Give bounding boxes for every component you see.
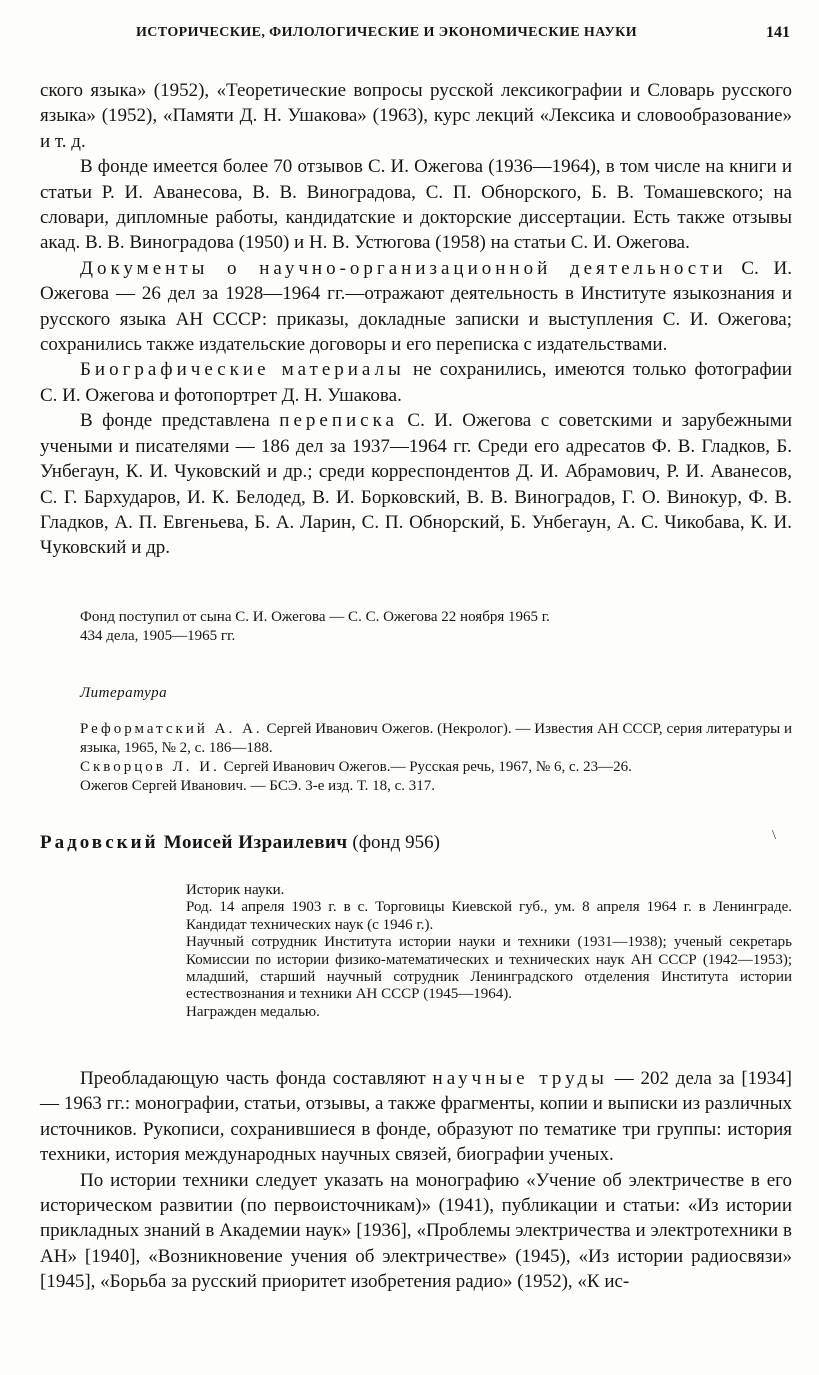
paragraph-text: Преобладающую часть фонда составляют [80, 1068, 433, 1089]
spaced-heading-correspondence: переписка [279, 410, 398, 432]
literature-item: Ожегов Сергей Иванович. — БСЭ. 3-е изд. Т. 18, с. 317. [80, 778, 436, 794]
fond-received-note: Фонд поступил от сына С. И. Ожегова — С. С. Ожегова 22 ноября 1965 г. [80, 609, 550, 625]
spaced-heading-biographical: Биографические материалы [80, 359, 405, 381]
surname-spaced: Радовский [40, 832, 159, 853]
page-header [40, 25, 792, 49]
fond-number: (фонд 956) [347, 832, 440, 853]
given-names: Моисей Израилевич [158, 832, 348, 853]
margin-mark: \ [772, 828, 776, 843]
literature-section [80, 685, 792, 796]
paragraph-text: В фонде представлена [80, 410, 280, 432]
biography-block [186, 882, 792, 1021]
paragraph-biographical [40, 357, 792, 408]
paragraph-organizational-documents [40, 256, 792, 358]
paragraph-scientific-works [40, 1066, 792, 1168]
literature-text: Сергей Иванович Ожегов. (Некролог). — Известия АН СССР, серия литературы и языка, 1965, № 2, с. 186—188. [80, 721, 792, 756]
paragraph-text: С. И. Ожегова — 26 дел за 1928—1964 гг.—отражают деятельность в Институте языкознания и русского языка АН СССР: приказы, докладные записки и выступления С. И. Ожегова; сохранились также издательские договоры и его переписка с издательствами. [40, 257, 792, 356]
paragraph-reviews: В фонде имеется более 70 отзывов С. И. Ожегова (1936—1964), в том числе на книги и статьи Р. И. Аванесова, В. В. Виноградова, С. П. Обнорского, Б. В. Томашевского; на словари, дипломные работы, кандидатские и докторские диссертации. Есть также отзывы акад. В. В. Виноградова (1950) и Н. В. Устюгова (1958) на статьи С. И. Ожегова. [40, 156, 792, 254]
fond-size-note: 434 дела, 1905—1965 гг. [80, 628, 236, 644]
paragraph-correspondence [40, 408, 792, 560]
ozhegov-section [40, 78, 792, 561]
paragraph-text: не сохранились, имеются только фотографии С. И. Ожегова и фотопортрет Д. Н. Ушакова. [40, 359, 792, 406]
fond-note [80, 608, 792, 646]
literature-author: Реформатский А. А. [80, 721, 263, 737]
radovsky-section [40, 1066, 792, 1295]
literature-heading: Литература [80, 685, 168, 701]
literature-text: Сергей Иванович Ожегов.— Русская речь, 1967, № 6, с. 23—26. [219, 759, 632, 775]
spaced-heading-works: научные труды [432, 1068, 608, 1089]
literature-item [80, 758, 792, 777]
running-title: ИСТОРИЧЕСКИЕ, ФИЛОЛОГИЧЕСКИЕ И ЭКОНОМИЧЕСКИЕ НАУКИ [136, 25, 637, 40]
section-heading-radovsky [40, 832, 792, 854]
paragraph-text: — 202 дела за [1934] — 1963 гг.: монографии, статьи, отзывы, а также фрагменты, копии и выписки из различных источников. Рукописи, сохранившиеся в фонде, образуют по тематике три группы: история техники, история международных научных связей, биографии ученых. [40, 1068, 792, 1166]
literature-author: Скворцов Л. И. [80, 759, 220, 775]
literature-item [80, 720, 792, 758]
bio-line: Награжден медалью. [186, 1003, 320, 1020]
bio-line: Род. 14 апреля 1903 г. в с. Торговицы Киевской губ., ум. 8 апреля 1964 г. в Ленинграде. Кандидат технических наук (с 1946 г.). [186, 899, 792, 933]
paragraph-history-of-technology: По истории техники следует указать на монографию «Учение об электричестве в его историческом развитии (по первоисточникам)» (1941), публикации и статьи: «Из истории прикладных знаний в Академии наук» [1936], «Проблемы электричества и электротехники в АН» [1940], «Возникновение учения об электричестве» (1945), «Из истории радиосвязи» [1945], «Борьба за русский приоритет изобретения радио» (1952), «К ис- [40, 1169, 792, 1293]
paragraph-works-continued: ского языка» (1952), «Теоретические вопросы русской лексикографии и Словарь русского языка» (1952), «Памяти Д. Н. Ушакова» (1963), курс лекций «Лексика и словообразование» и т. д. [40, 80, 792, 152]
bio-line: Историк науки. [186, 882, 285, 898]
bio-line: Научный сотрудник Института истории науки и техники (1931—1938); ученый секретарь Комиссии по истории физико-математических и технических наук АН СССР (1942—1953); младший, старший научный сотрудник Ленинградского отделения Института истории естествознания и техники АН СССР (1945—1964). [186, 934, 792, 1003]
paragraph-text: С. И. Ожегова с советскими и зарубежными учеными и писателями — 186 дел за 1937—1964 гг. Среди его адресатов Ф. В. Гладков, Б. Унбегаун, К. И. Чуковский и др.; среди корреспондентов Д. И. Абрамович, Р. И. Аванесов, С. Г. Бархударов, И. К. Белодед, В. И. Борковский, В. В. Виноградов, Г. О. Винокур, Ф. В. Гладков, А. П. Евгеньева, Б. А. Ларин, С. П. Обнорский, Б. Унбегаун, А. С. Чикобава, К. И. Чуковский и др. [40, 410, 792, 559]
person-name [40, 832, 348, 853]
page-number: 141 [766, 24, 790, 41]
spaced-heading-documents: Документы о научно-организационной деятельности [80, 257, 727, 279]
